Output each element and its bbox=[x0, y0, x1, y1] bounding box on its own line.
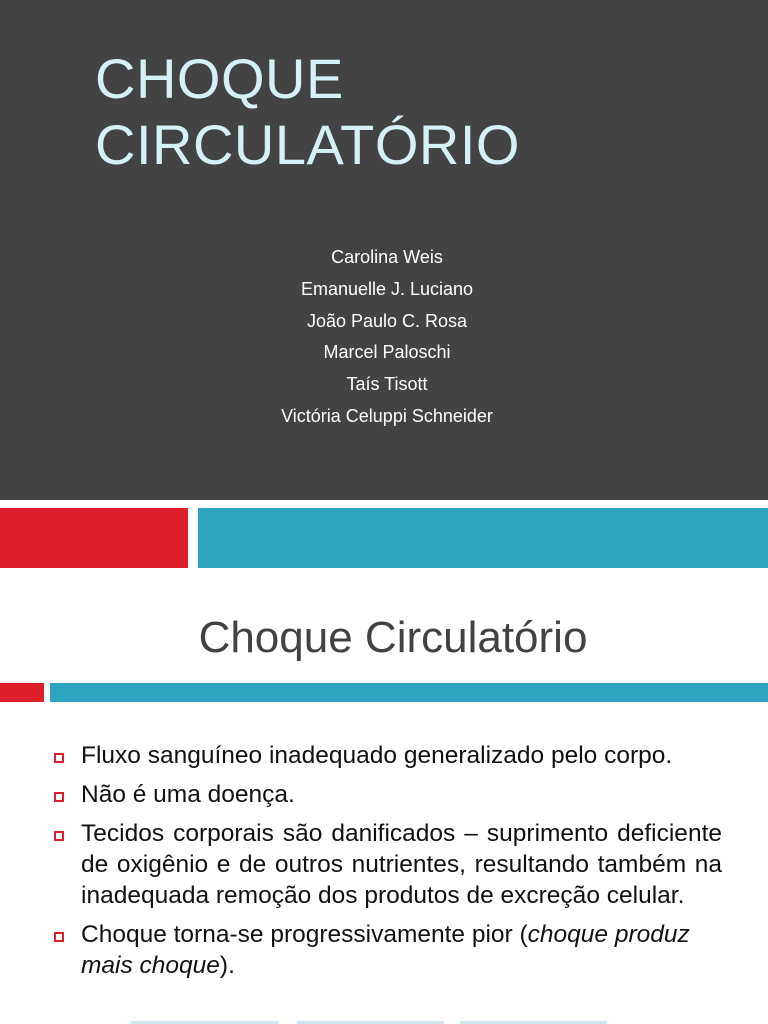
bullet-text-before: Choque torna-se progressivamente pior ( bbox=[81, 921, 528, 948]
bullet-text-italic: choque produz mais choque bbox=[81, 921, 690, 979]
square-bullet-icon bbox=[54, 792, 64, 802]
author-name: Carolina Weis bbox=[331, 247, 443, 267]
bullet-item bbox=[50, 919, 722, 981]
bullet-item bbox=[50, 740, 722, 771]
accent-bar-blue bbox=[50, 683, 768, 702]
accent-bar-red bbox=[0, 508, 188, 568]
bullet-text: Não é uma doença. bbox=[81, 781, 295, 808]
bullet-list bbox=[50, 740, 722, 989]
bullet-text: Fluxo sanguíneo inadequado generalizado pelo corpo. bbox=[81, 742, 673, 769]
slide-title: Choque Circulatório bbox=[198, 613, 588, 662]
author-name: Emanuelle J. Luciano bbox=[300, 278, 474, 299]
bullet-text-after: ). bbox=[219, 952, 235, 979]
author-name: João Paulo C. Rosa bbox=[306, 310, 468, 331]
title-slide bbox=[0, 0, 768, 500]
author-list bbox=[0, 242, 768, 433]
accent-bar-red bbox=[0, 683, 44, 702]
square-bullet-icon bbox=[54, 753, 64, 763]
square-bullet-icon bbox=[54, 932, 64, 942]
author-name: Taís Tisott bbox=[346, 374, 428, 395]
author-name: Marcel Paloschi bbox=[323, 342, 451, 363]
title-line-2: CIRCULATÓRIO bbox=[95, 113, 520, 176]
square-bullet-icon bbox=[54, 831, 64, 841]
accent-bar-blue bbox=[198, 508, 768, 568]
author-name: Victória Celuppi Schneider bbox=[281, 405, 493, 426]
bullet-text: Tecidos corporais são danificados – suprimento deficiente de oxigênio e de outros nutrientes, resultando também na inadequada remoção dos produtos de excreção celular. bbox=[81, 820, 722, 909]
bullet-item bbox=[50, 818, 722, 911]
bullet-item bbox=[50, 779, 722, 810]
presentation-title bbox=[95, 46, 520, 178]
title-line-1: CHOQUE bbox=[95, 47, 344, 110]
